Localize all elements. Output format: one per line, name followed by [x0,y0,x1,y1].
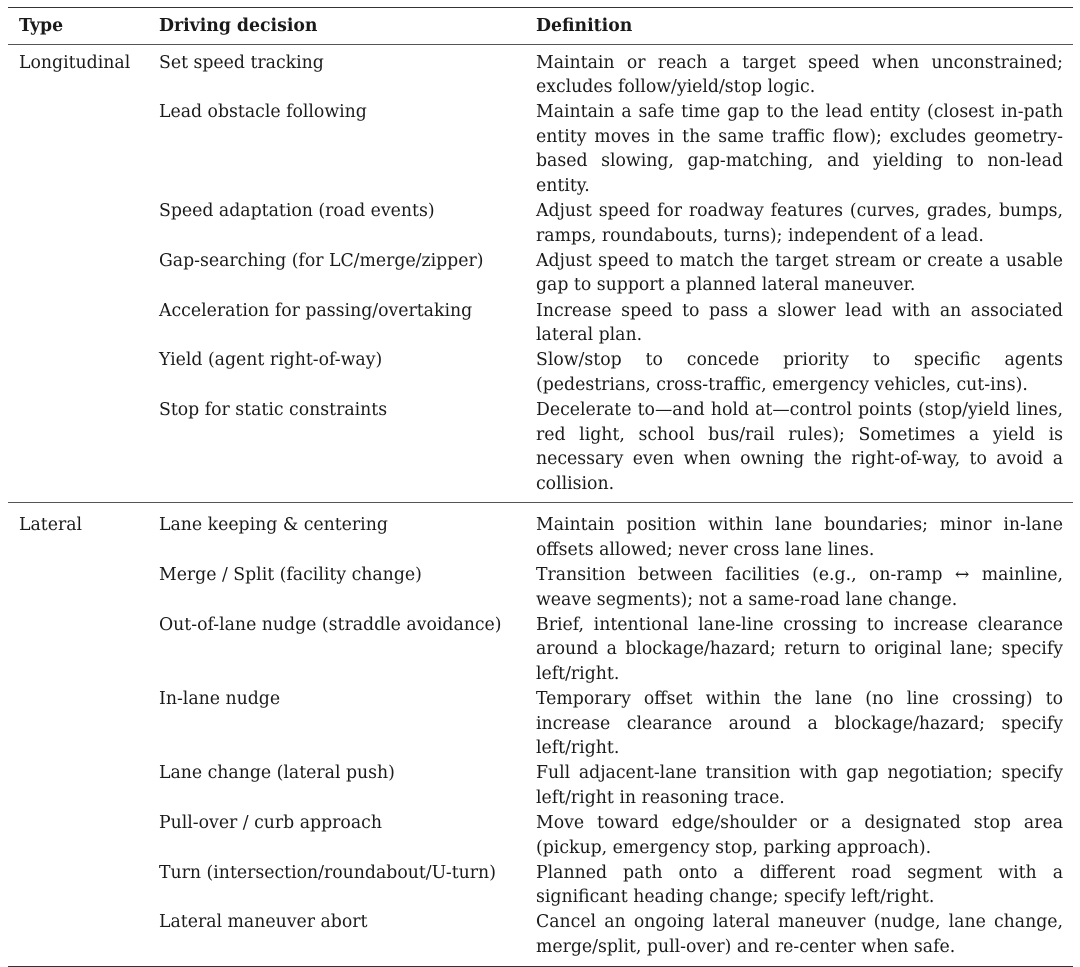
table-row [8,199,1073,249]
type-cell-longitudinal: Longitudinal [19,52,131,73]
decision-cell: Turn (intersection/roundabout/U-turn) [159,862,496,883]
group-lateral [8,503,1073,967]
table-row [8,299,1073,349]
table-row [8,861,1073,911]
type-cell-lateral: Lateral [19,515,83,536]
driving-decision-table [8,7,1073,966]
table-row [8,563,1073,613]
header-definition: Definition [536,16,633,36]
header-row [8,8,1073,45]
group-longitudinal [8,44,1073,503]
decision-cell: In-lane nudge [159,688,281,709]
table-header [8,8,1073,45]
table-row [8,348,1073,398]
decision-cell: Yield (agent right-of-way) [159,350,383,371]
decision-cell: Acceleration for passing/overtaking [159,300,473,321]
table-row [8,811,1073,861]
decision-cell: Lane keeping & centering [159,515,388,536]
definition-cell: Increase speed to pass a slower lead with an associated lateral plan. [536,300,1063,346]
definition-cell: Cancel an ongoing lateral maneuver (nudge, lane change, merge/split, pull-over) and re-center when safe. [536,912,1063,957]
decision-cell: Lane change (lateral push) [159,763,395,784]
table-row [8,761,1073,811]
table-row [8,687,1073,761]
definition-cell: Transition between facilities (e.g., on-ramp ↔ mainline, weave segments); not a same-road lane change. [536,564,1063,610]
definition-cell: Adjust speed to match the target stream or create a usable gap to support a planned lateral maneuver. [536,250,1063,296]
table-row [8,503,1073,563]
decision-cell: Lateral maneuver abort [159,912,368,933]
definition-cell: Slow/stop to concede priority to specific agents (pedestrians, cross-traffic, emergency vehicles, cut-ins). [536,350,1063,395]
definition-cell: Adjust speed for roadway features (curves, grades, bumps, ramps, roundabouts, turns); independent of a lead. [536,201,1063,246]
definition-cell: Full adjacent-lane transition with gap negotiation; specify left/right in reasoning trace. [536,763,1063,808]
definition-cell: Decelerate to—and hold at—control points (stop/yield lines, red light, school bus/rail rules); Sometimes a yield is necessary even when owning the right-of-way, to avoid a collision. [536,399,1063,494]
table-row [8,613,1073,687]
driving-decision-table-wrapper [8,7,1073,967]
decision-cell: Merge / Split (facility change) [159,564,422,585]
decision-cell: Speed adaptation (road events) [159,201,435,222]
definition-cell: Move toward edge/shoulder or a designated stop area (pickup, emergency stop, parking approach). [536,812,1063,858]
table-row [8,44,1073,100]
definition-cell: Temporary offset within the lane (no line crossing) to increase clearance around a blockage/hazard; specify left/right. [536,688,1063,759]
definition-cell: Maintain position within lane boundaries; minor in-lane offsets allowed; never cross lane lines. [536,515,1063,560]
header-driving-decision: Driving decision [159,16,318,36]
table-row [8,249,1073,299]
header-type: Type [19,16,64,36]
definition-cell: Planned path onto a different road segment with a significant heading change; specify left/right. [536,862,1063,908]
decision-cell: Stop for static constraints [159,399,388,420]
table-row [8,100,1073,199]
decision-cell: Out-of-lane nudge (straddle avoidance) [159,614,502,635]
decision-cell: Pull-over / curb approach [159,812,382,833]
table-row [8,910,1073,966]
decision-cell: Lead obstacle following [159,102,367,123]
table-row [8,398,1073,503]
decision-cell: Set speed tracking [159,52,324,73]
definition-cell: Brief, intentional lane-line crossing to increase clearance around a blockage/hazard; return to original lane; specify left/right. [536,614,1063,684]
decision-cell: Gap-searching (for LC/merge/zipper) [159,250,484,271]
definition-cell: Maintain or reach a target speed when unconstrained; excludes follow/yield/stop logic. [536,52,1063,98]
definition-cell: Maintain a safe time gap to the lead entity (closest in-path entity moves in the same traffic flow); excludes geometry-based slowing, gap-matching, and yielding to non-lead entity. [536,102,1063,197]
